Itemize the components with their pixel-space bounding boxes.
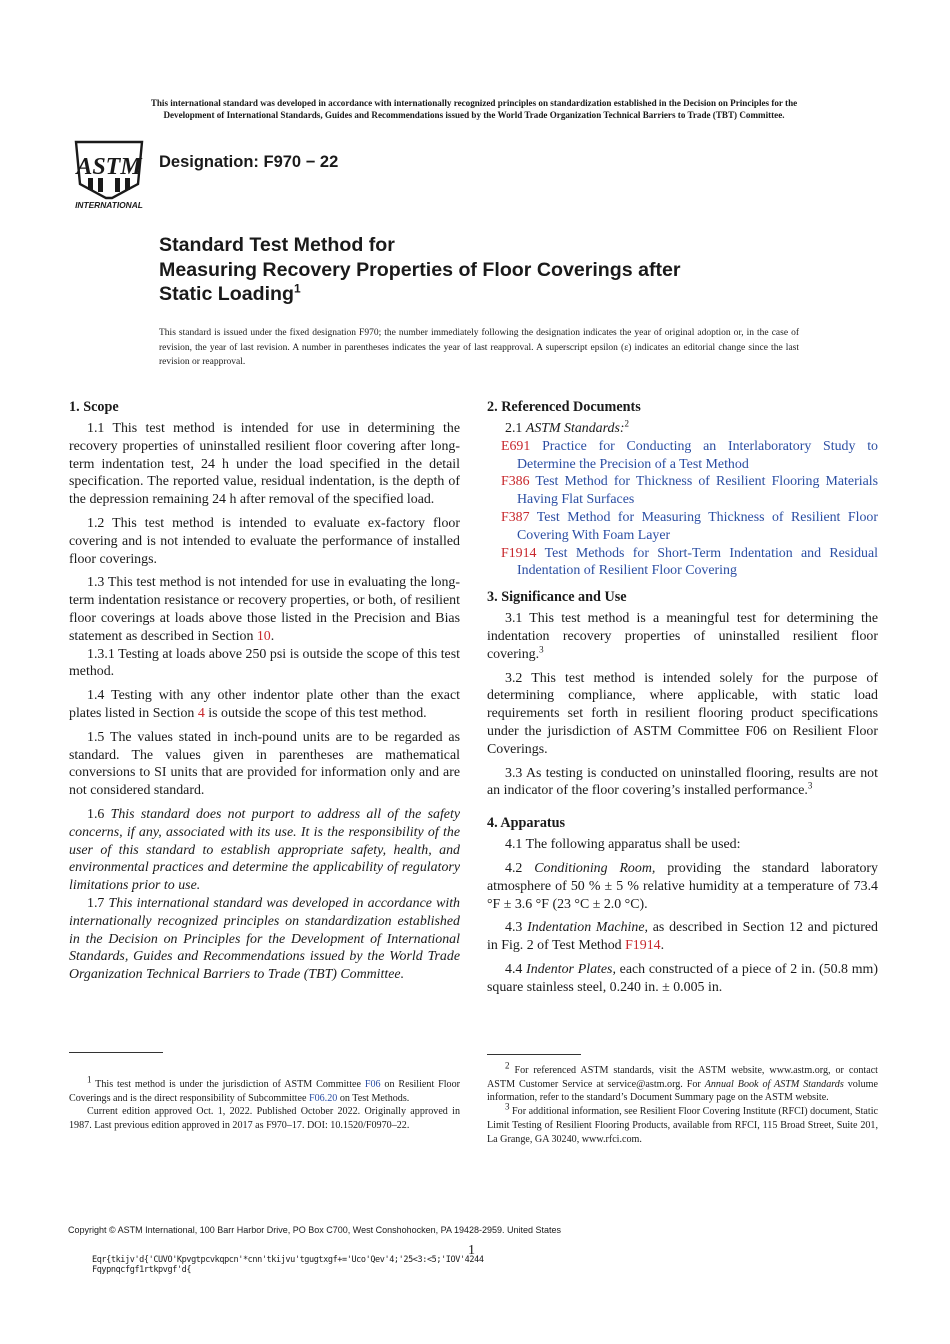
notice-line-2: Development of International Standards, Guides and Recommendations issued by the World Trade Organization Technical Barriers to Trade (TBT) Committee. [163,109,785,120]
para-1-3-1: 1.3.1 Testing at loads above 250 psi is outside the scope of this test method. [69,646,460,680]
section-4-link[interactable]: 4 [197,705,205,721]
para-4-2: 4.2 Conditioning Room, providing the standard laboratory atmosphere of 50 % ± 5 % relative humidity at a temperature of 73.4 °F ± 3.6 °F (23 °C ± 2.0 °C). [487,860,878,912]
reference-f387[interactable]: F387 Test Method for Measuring Thickness of Resilient Floor Covering With Foam Layer [501,509,878,543]
right-column [487,398,878,997]
para-3-2: 3.2 This test method is intended solely for the purpose of determining compliance, where applicable, with static load requirements set forth in resilient flooring product specifications under the jurisdiction of ASTM Committee F06 on Resilient Floor Coverings. [487,670,878,757]
reference-f1914[interactable]: F1914 Test Methods for Short-Term Indentation and Residual Indentation of Resilient Floor Covering [501,545,878,579]
license-stamp: Eqr{tkijv'd{'CUVO'Kpvgtpcvkqpcn'*cnn'tkijvu'tgugtxgf+='Uco'Qev'4;'25<3:<5;'IOV'4244 Fqypnqcfgf1rtkpvgf'd{ [92,1255,484,1275]
document-title [159,233,681,307]
logo-text: ASTM [76,154,142,180]
reference-list [487,438,878,580]
para-3-3: 3.3 As testing is conducted on uninstalled flooring, results are not an indicator of the floor covering’s installed performance.$^3$ [487,765,878,799]
reference-f386[interactable]: F386 Test Method for Thickness of Resilient Flooring Materials Having Flat Surfaces [501,474,878,508]
notice-line-1: This international standard was developed in accordance with internationally recognized principles on standardization established in the Decision on Principles for the [150,98,798,108]
footnote-3: $^3$ For additional information, see Resilient Floor Covering Institute (RFCI) document, Static Limit Testing of Resilient Flooring Products, available from RFCI, 115 Broad Street, Suite 201, La Grange, GA 30240, www.rfci.com. [487,1101,878,1145]
para-4-3: 4.3 Indentation Machine, as described in Section 12 and pictured in Fig. 2 of Test Method F1914. [487,920,878,954]
footnote-2: $^2$ For referenced ASTM standards, visit the ASTM website, www.astm.org, or contact ASTM Customer Service at service@astm.org. For Annual Book of ASTM Standards volume information, refer to the standard’s Document Summary page on the ASTM website. [487,1060,878,1104]
apparatus-heading: 4. Apparatus [487,815,566,832]
referenced-documents-heading: 2. Referenced Documents [487,399,641,415]
para-2-1: 2.1 ASTM Standards:$^2$ [505,418,629,436]
para-1-7: 1.7 This international standard was developed in accordance with internationally recognized principles on standardization established in the Decision on Principles for the Development of International Standards, Guides and Recommendations issued by the World Trade Organization Technical Barriers to Trade (TBT) Committee. [69,895,460,983]
copyright: Copyright © ASTM International, 100 Barr Harbor Drive, PO Box C700, West Conshohocken, PA 19428-2959. United States [68,1225,562,1235]
section-10-link[interactable]: 10 [256,628,271,644]
scope-heading: 1. Scope [69,399,119,415]
para-3-1: 3.1 This test method is a meaningful test for determining the indentation recovery properties of uninstalled resilient floor covering.$^3$ [487,611,878,662]
title-line-1: Standard Test Method for [159,234,395,256]
title-line-3: Static Loading$^1$ [159,281,301,305]
page-number: 1 [468,1243,475,1258]
committee-f06-link[interactable]: F06 [364,1079,381,1090]
subcommittee-f06-20-link[interactable]: F06.20 [308,1092,338,1104]
footnotes-left [69,1074,460,1133]
top-notice [68,98,880,121]
para-4-4: 4.4 Indentor Plates, each constructed of a piece of 2 in. (50.8 mm) square stainless steel, 0.240 in. ± 0.005 in. [487,961,878,995]
footnote-1: $^1$ This test method is under the jurisdiction of ASTM Committee F06 on Resilient Floor Coverings and is the direct responsibility of Subcommittee F06.20 on Test Methods. [69,1074,460,1104]
para-1-3: 1.3 This test method is not intended for use in evaluating the long-term indentation resistance or recovery properties, or both, of resilient floor coverings at loads above those listed in the Precision and Bias statement as described in Section 10. [69,575,460,644]
logo-subtext: INTERNATIONAL [75,200,143,210]
para-1-4: 1.4 Testing with any other indentor plate other than the exact plates listed in Section 4 is outside the scope of this test method. [69,688,460,721]
issued-note: This standard is issued under the fixed designation F970; the number immediately following the designation indicates the year of original adoption or, in the case of revision, the year of last revision. A number in parentheses indicates the year of last reapproval. A superscript epsilon (ε) indicates an editorial change since the last revision or reapproval. [159,328,799,367]
designation: Designation: F970 − 22 [159,153,339,171]
footnotes-right [487,1060,878,1146]
reference-e691[interactable]: E691 Practice for Conducting an Interlaboratory Study to Determine the Precision of a Test Method [501,438,878,472]
footnote-rule-left [69,1052,163,1053]
para-1-5: 1.5 The values stated in inch-pound units are to be regarded as standard. The values given in parentheses are mathematical conversions to SI units that are provided for information only and are not considered standard. [69,729,460,799]
significance-heading: 3. Significance and Use [487,589,627,606]
footnote-rule-right [487,1054,581,1055]
para-1-2: 1.2 This test method is intended to evaluate ex-factory floor covering and is not intended to evaluate the performance of installed floor coverings. [69,515,460,567]
title-line-2: Measuring Recovery Properties of Floor Coverings after [159,258,681,281]
title-footnote-mark[interactable]: 1 [294,281,301,296]
left-column [69,398,460,984]
f1914-link[interactable]: F1914 [625,938,661,954]
footnote-1-current-edition: Current edition approved Oct. 1, 2022. Published October 2022. Originally approved in 1987. Last previous edition approved in 2017 as F970–17. DOI: 10.1520/F0970–22. [69,1106,460,1132]
astm-logo [68,138,150,210]
para-1-1: 1.1 This test method is intended for use in determining the recovery properties of uninstalled resilient floor covering after long-term indentation test, 24 h under the load specified in the detail specification. The reported value, residual indentation, is the depth of the depression remaining 24 h after removal of the specified load. [69,421,460,508]
para-1-6: 1.6 This standard does not purport to address all of the safety concerns, if any, associated with its use. It is the responsibility of the user of this standard to establish appropriate safety, health, and environmental practices and determine the applicability of regulatory limitations prior to use. [69,806,460,894]
para-4-1: 4.1 The following apparatus shall be used: [505,837,741,853]
